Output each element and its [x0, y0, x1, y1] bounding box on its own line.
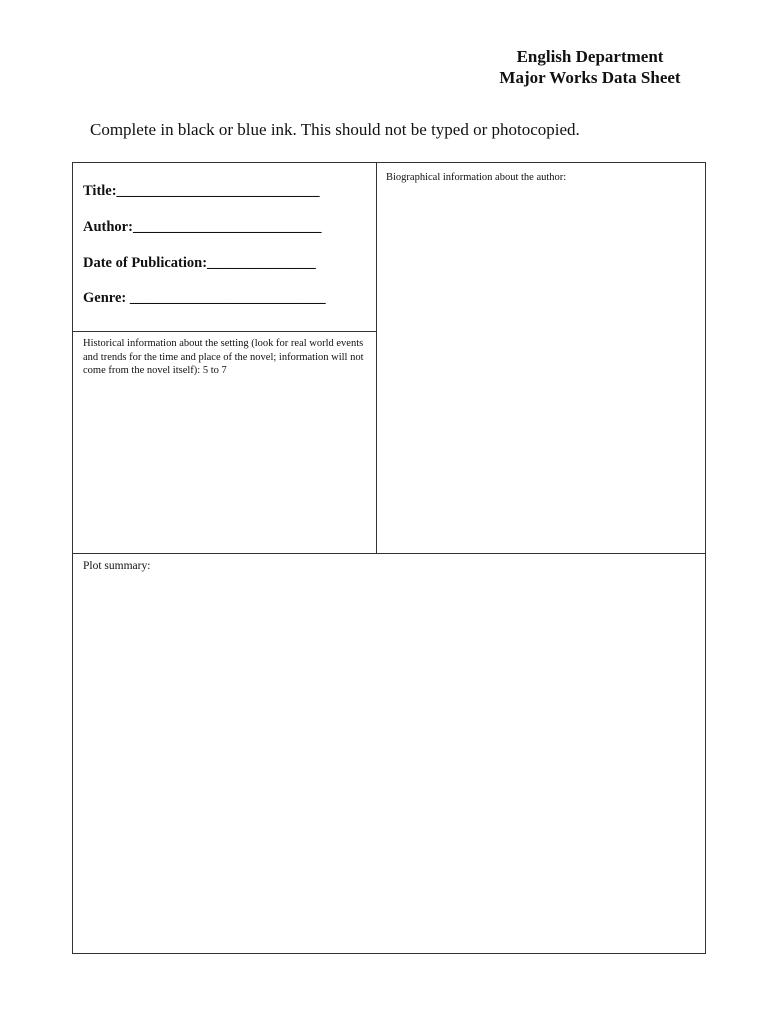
genre-field[interactable]: Genre: ___________________________	[83, 290, 326, 306]
publication-date-field[interactable]: Date of Publication:_______________	[83, 255, 316, 271]
department-title: English Department	[516, 47, 664, 66]
document-header	[480, 46, 700, 88]
historical-info-label: Historical information about the setting (look for real world events and trends for the time and place of the novel; information will not come from the novel itself): 5 to 7	[83, 338, 364, 376]
biographical-info-label: Biographical information about the author:	[386, 172, 567, 183]
plot-section-divider	[73, 553, 705, 554]
sheet-title: Major Works Data Sheet	[499, 68, 681, 87]
author-field[interactable]: Author:__________________________	[83, 219, 322, 235]
title-field[interactable]: Title:____________________________	[83, 183, 320, 199]
left-section-divider	[73, 331, 377, 332]
instructions-text: Complete in black or blue ink. This should not be typed or photocopied.	[90, 120, 580, 139]
column-divider	[376, 163, 377, 554]
plot-summary-label: Plot summary:	[83, 560, 151, 572]
data-sheet-form	[72, 162, 706, 954]
